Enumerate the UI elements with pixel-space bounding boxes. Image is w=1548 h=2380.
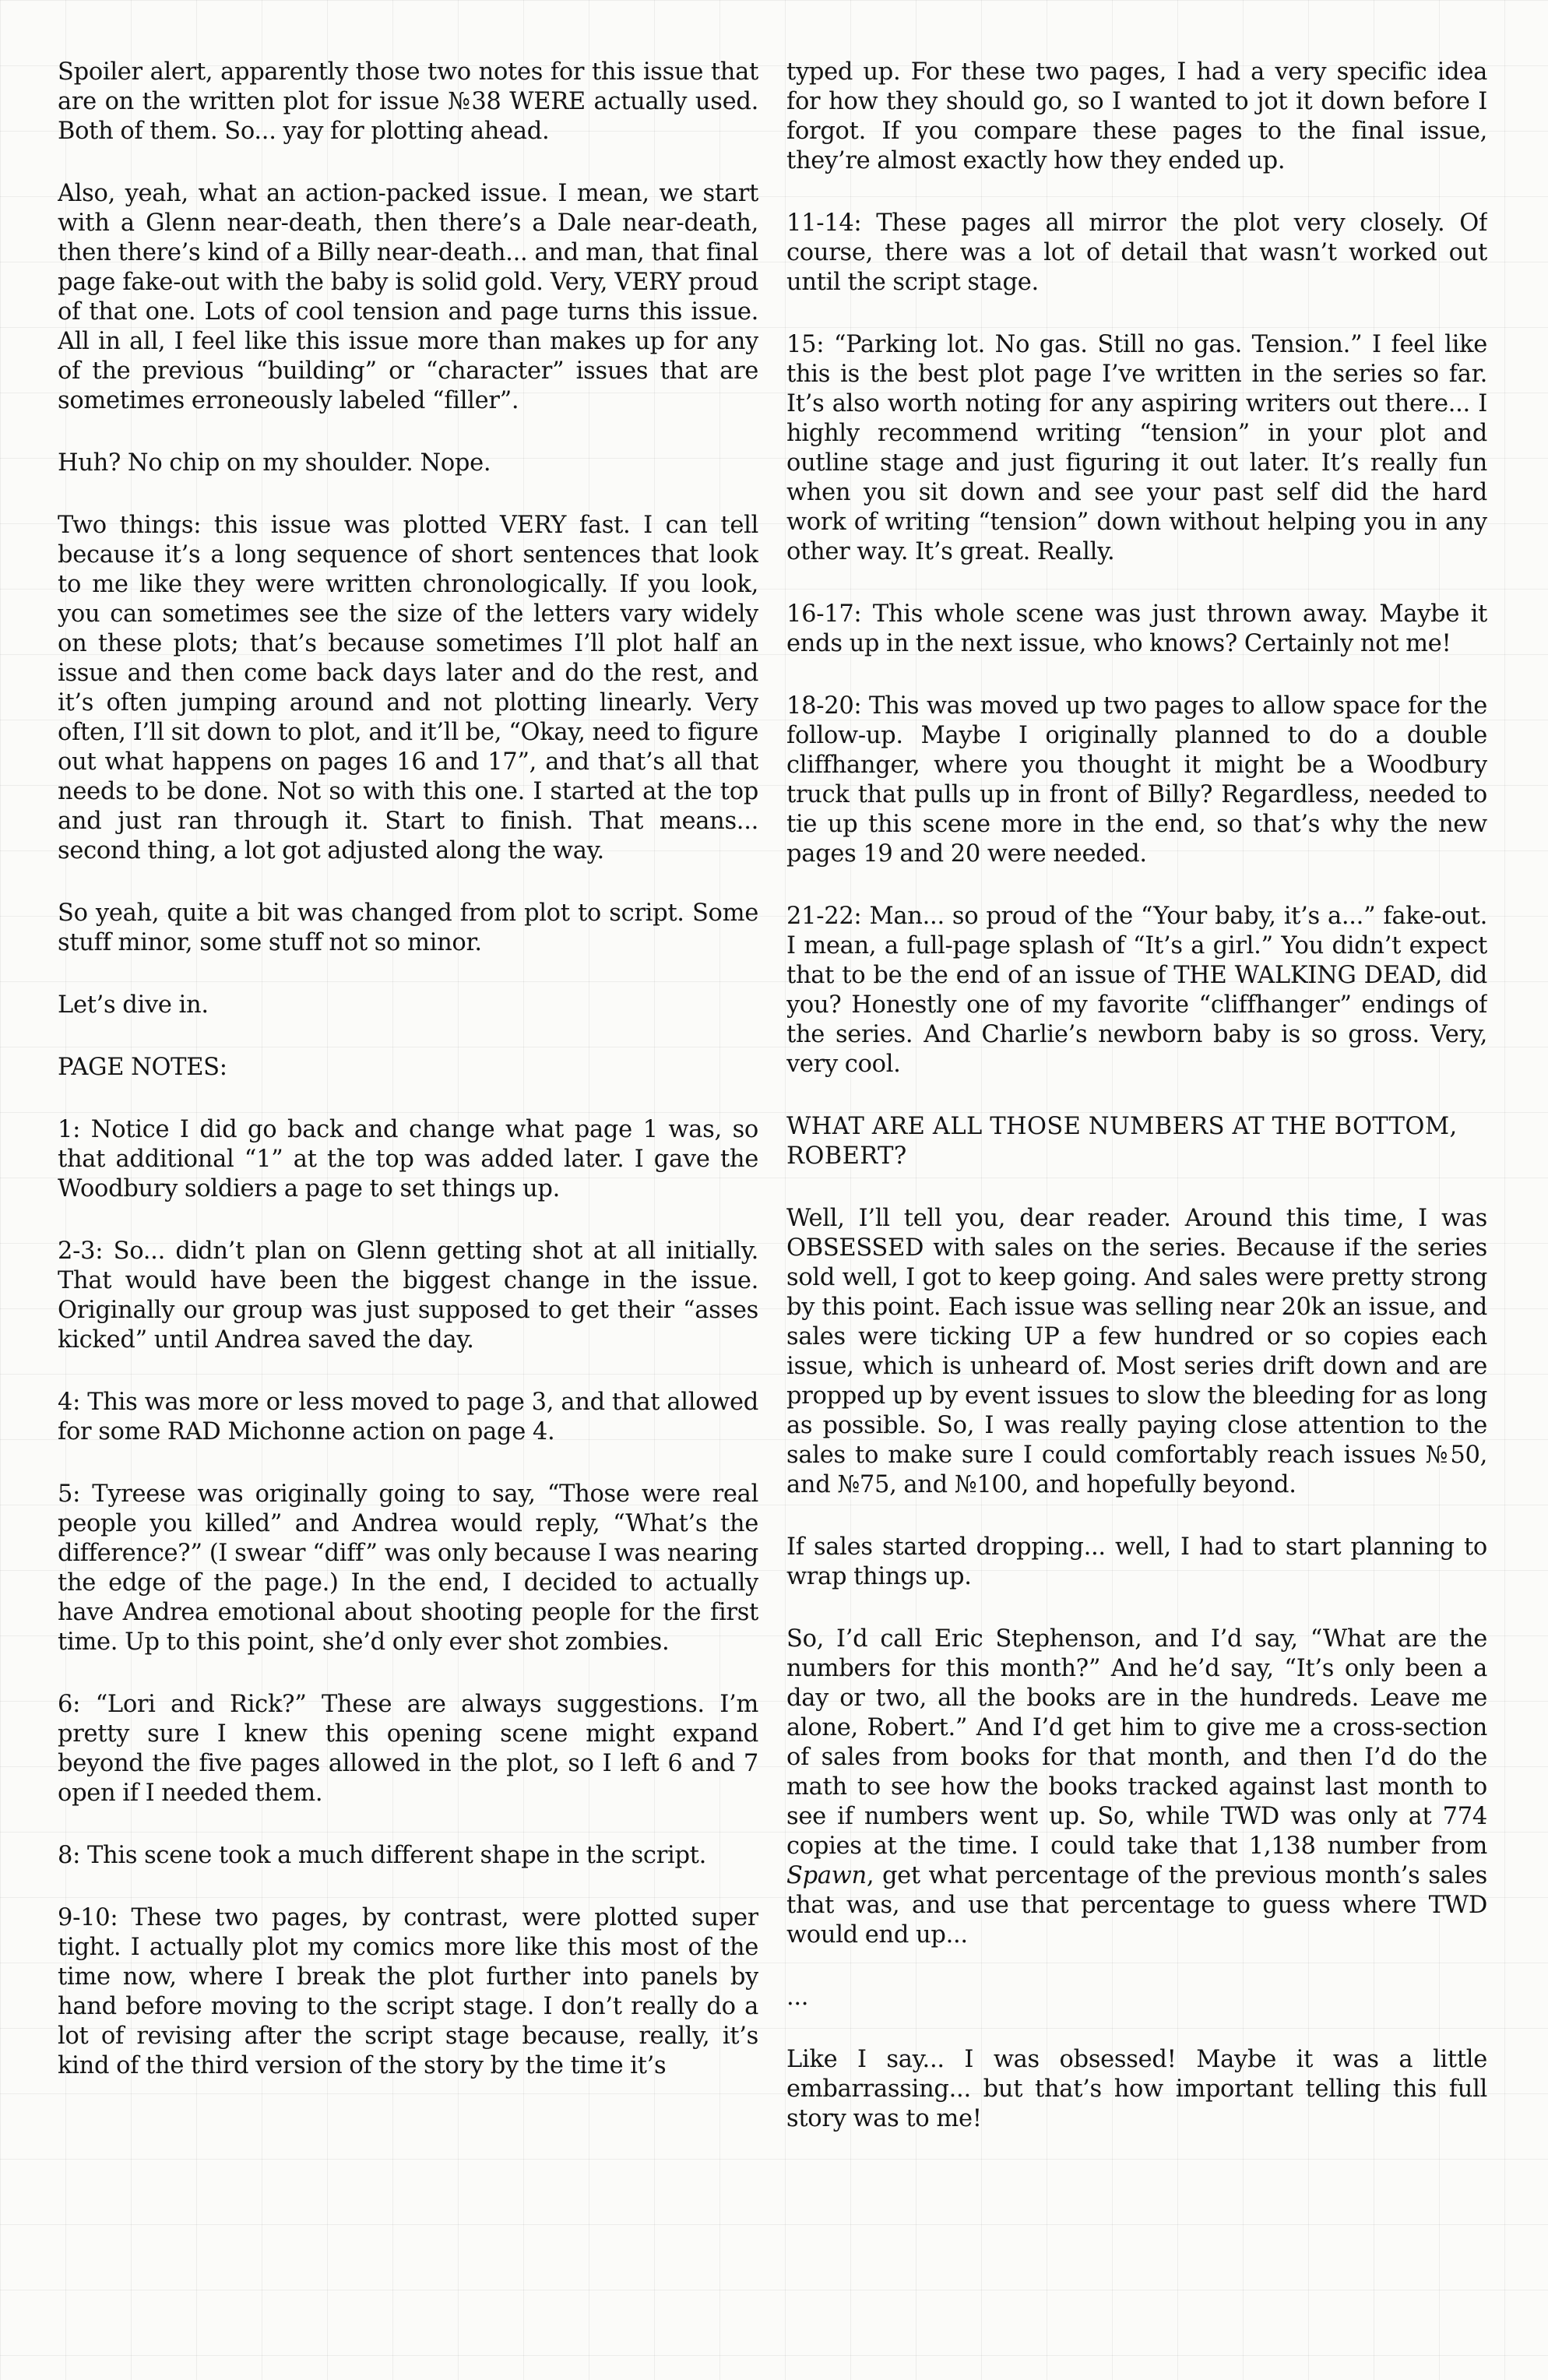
paragraph-two-things: Two things: this issue was plotted VERY fast. I can tell because it’s a long sequence of short sentences that look to me like they were written chronologically. If you look, you can sometimes see the size of the letters vary widely on these plots; that’s because sometimes I’ll plot half an issue and then come back days later and do the rest, and it’s often jumping around and not plotting linearly. Very often, I’ll sit down to plot, and it’ll be, “Okay, need to figure out what happens on pages 16 and 17”, and that’s all that needs to be done. Not so with this one. I started at the top and just ran through it. Start to finish. That means... second thing, a lot got adjusted along the way. <box>58 512 758 864</box>
note-pages-9-10-continued: typed up. For these two pages, I had a very specific idea for how they should go, so I wanted to jot it down before I forgot. If you compare these pages to the final issue, they’re almost exactly how they ended up. <box>786 58 1487 174</box>
eric-text-before: So, I’d call Eric Stephenson, and I’d say, “What are the numbers for this month?” And he’d say, “It’s only been a day or two, all the books are in the hundreds. Leave me alone, Robert.” And I’d get him to give me a cross-section of sales from books for that month, and then I’d do the math to see how the books tracked against last month to see if numbers went up. So, while TWD was only at 774 copies at the time. I could take that 1,138 number from <box>786 1625 1487 1860</box>
paragraph-changed: So yeah, quite a bit was changed from plot to script. Some stuff minor, some stuff not so minor. <box>58 900 758 956</box>
paragraph-dive-in: Let’s dive in. <box>58 991 209 1019</box>
note-pages-11-14: 11-14: These pages all mirror the plot very closely. Of course, there was a lot of detail that wasn’t worked out until the script stage. <box>786 209 1487 296</box>
note-page-5: 5: Tyreese was originally going to say, “Those were real people you killed” and Andrea would reply, “What’s the difference?” (I swear “diff” was only because I was nearing the edge of the page.) In the end, I decided to actually have Andrea emotional about shooting people for the first time. Up to this point, she’d only ever shot zombies. <box>58 1480 758 1656</box>
note-pages-21-22: 21-22: Man... so proud of the “Your baby, it’s a...” fake-out. I mean, a full-page splash of “It’s a girl.” You didn’t expect that to be the end of an issue of THE WALKING DEAD, did you? Honestly one of my favorite “cliffhanger” endings of the series. And Charlie’s newborn baby is so gross. Very, very cool. <box>786 903 1487 1078</box>
left-column <box>58 58 758 2347</box>
note-page-1: 1: Notice I did go back and change what page 1 was, so that additional “1” at the top was added later. I gave the Woodbury soldiers a page to set things up. <box>58 1116 758 1202</box>
note-pages-2-3: 2-3: So... didn’t plan on Glenn getting shot at all initially. That would have been the biggest change in the issue. Originally our group was just supposed to get their “asses kicked” until Andrea saved the day. <box>58 1238 758 1354</box>
paragraph-intro: Spoiler alert, apparently those two notes for this issue that are on the written plot for issue №38 WERE actually used. Both of them. So... yay for plotting ahead. <box>58 58 758 145</box>
paragraph-sales-dropping: If sales started dropping... well, I had to start planning to wrap things up. <box>786 1533 1487 1590</box>
paragraph-eric-stephenson <box>786 1625 1487 1950</box>
section-heading-page-notes: PAGE NOTES: <box>58 1054 227 1081</box>
note-pages-9-10: 9-10: These two pages, by contrast, were plotted super tight. I actually plot my comics more like this most of the time now, where I break the plot further into panels by hand before moving to the script stage. I don’t really do a lot of revising after the script stage because, really, it’s kind of the third version of the story by the time it’s <box>58 1904 758 2079</box>
paragraph-ellipsis: ... <box>786 1984 809 2011</box>
paragraph-closing: Like I say... I was obsessed! Maybe it was a little embarrassing... but that’s how important telling this full story was to me! <box>786 2046 1487 2132</box>
note-page-6: 6: “Lori and Rick?” These are always suggestions. I’m pretty sure I knew this opening scene might expand beyond the five pages allowed in the plot, so I left 6 and 7 open if I needed them. <box>58 1691 758 1807</box>
note-pages-18-20: 18-20: This was moved up two pages to allow space for the follow-up. Maybe I originally planned to do a double cliffhanger, where you thought it might be a Woodbury truck that pulls up in front of Billy? Regardless, needed to tie up this scene more in the end, so that’s why the new pages 19 and 20 were needed. <box>786 692 1487 868</box>
note-page-4: 4: This was more or less moved to page 3, and that allowed for some RAD Michonne action on page 4. <box>58 1389 758 1445</box>
section-heading-numbers: WHAT ARE ALL THOSE NUMBERS AT THE BOTTOM, ROBERT? <box>786 1113 1458 1170</box>
note-page-8: 8: This scene took a much different shape in the script. <box>58 1842 707 1869</box>
note-pages-16-17: 16-17: This whole scene was just thrown away. Maybe it ends up in the next issue, who knows? Certainly not me! <box>786 600 1487 657</box>
paragraph-sales-obsession: Well, I’ll tell you, dear reader. Around this time, I was OBSESSED with sales on the series. Because if the series sold well, I got to keep going. And sales were pretty strong by this point. Each issue was selling near 20k an issue, and sales were ticking UP a few hundred or so copies each issue, which is unheard of. Most series drift down and are propped up by event issues to slow the bleeding for as long as possible. So, I was really paying close attention to the sales to make sure I could comfortably reach issues №50, and №75, and №100, and hopefully beyond. <box>786 1205 1487 1498</box>
paragraph-chip: Huh? No chip on my shoulder. Nope. <box>58 449 491 477</box>
right-column <box>786 58 1487 2347</box>
spawn-title: Spawn <box>786 1862 867 1889</box>
note-page-15: 15: “Parking lot. No gas. Still no gas. Tension.” I feel like this is the best plot page I’ve written in the series so far. It’s also worth noting for any aspiring writers out there... I highly recommend writing “tension” in your plot and outline stage and just figuring it out later. It’s really fun when you sit down and see your past self did the hard work of writing “tension” down without helping you in any other way. It’s great. Really. <box>786 331 1487 565</box>
paragraph-action-packed: Also, yeah, what an action-packed issue. I mean, we start with a Glenn near-death, then there’s a Dale near-death, then there’s kind of a Billy near-death... and man, that final page fake-out with the baby is solid gold. Very, VERY proud of that one. Lots of cool tension and page turns this issue. All in all, I feel like this issue more than makes up for any of the previous “building” or “character” issues that are sometimes erroneously labeled “filler”. <box>58 180 758 414</box>
eric-text-after: , get what percentage of the previous month’s sales that was, and use that percentage to guess where TWD would end up... <box>786 1862 1487 1949</box>
